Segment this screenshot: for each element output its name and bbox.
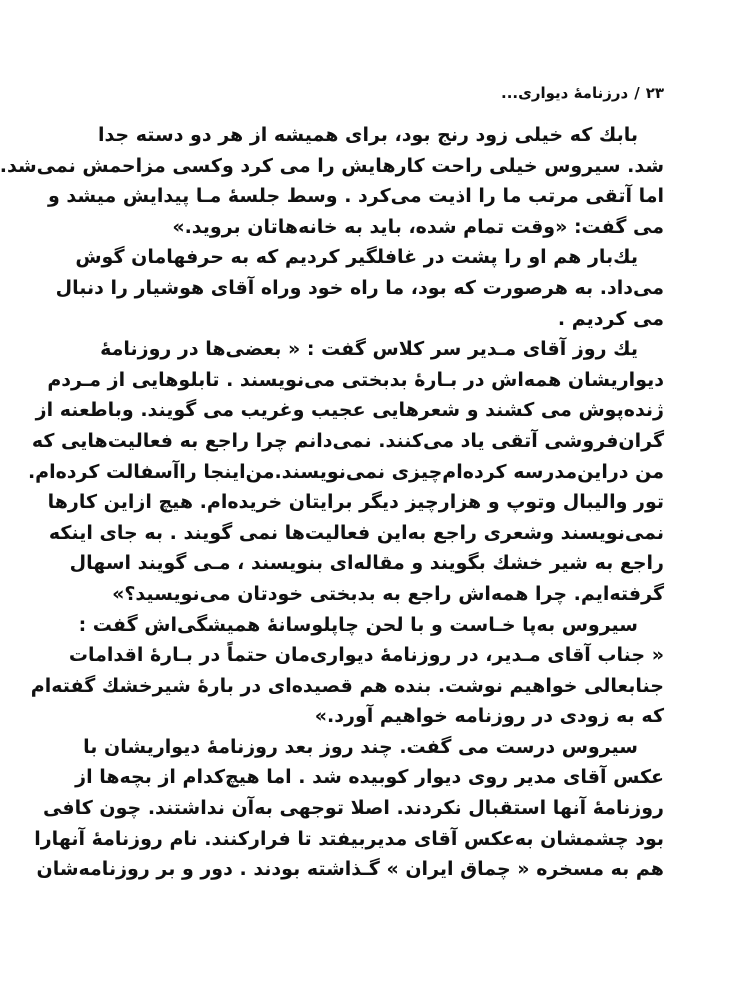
paragraph [34, 732, 664, 885]
body-text [0, 120, 664, 885]
text-line: هم به مسخره « چماق ایران » گـذاشته بودند . دور و بر روزنامه‌شان [36, 858, 664, 881]
text-line: تور والیبال وتوپ و هزارچیز دیگر برایتان خریده‌ام. هیچ ازاین کارها [47, 491, 664, 514]
text-line: می کردیم . [557, 307, 664, 330]
text-line: شد. سیروس خیلی راحت کارهایش را می کرد وکسی مزاحمش نمی‌شد. [0, 154, 664, 177]
text-line: سیروس به‌پا خـاست و با لحن چاپلوسانهٔ همیشگی‌اش گفت : [78, 613, 638, 636]
text-line: عکس آقای مدیر روی دیوار کوبیده شد . اما هیچ‌کدام از بچه‌ها از [75, 766, 664, 789]
text-line: ژنده‌پوش می کشند و شعرهایی عجیب وغریب می گویند. وباطعنه از [35, 399, 664, 422]
text-line: دیواریشان همه‌اش در بـارهٔ بدبختی می‌نویسند . تابلوهایی از مـردم [47, 368, 664, 391]
text-line: سیروس درست می گفت. چند روز بعد روزنامهٔ دیواریشان با [83, 735, 638, 758]
text-line: می‌داد. به هرصورت که بود، ما راه خود وراه آقای هوشیار را دنبال [55, 276, 664, 299]
text-line: بود چشمشان به‌عکس آقای مدیربیفتد تا فرارکنند. نام روزنامهٔ آنهارا [34, 827, 664, 850]
text-line: نمی‌نویسند وشعری راجع به‌این فعالیت‌ها نمی گویند . به جای اینکه [48, 521, 664, 544]
header-separator: / [634, 84, 640, 102]
paragraph [30, 610, 664, 732]
text-line: گران‌فروشی آتقی یاد می‌کنند. نمی‌دانم چرا راجع به فعالیت‌هایی که [31, 429, 664, 452]
text-line: بابك كه خیلی زود رنج بود، برای همیشه از هر دو دسته جدا [97, 124, 638, 146]
page-number: ۲۳ [645, 84, 664, 102]
text-line: راجع به شیر خشك بگویند و مقاله‌ای بنویسند ، مـی گویند اسهال [69, 552, 664, 575]
paragraph [0, 120, 664, 242]
paragraph [55, 242, 664, 334]
text-line: می گفت: «وقت تمام شده، باید به خانه‌هاتان بروید.» [172, 215, 664, 238]
text-line: جنابعالی خواهیم نوشت. بنده هم قصیده‌ای در بارهٔ شیرخشك گفته‌ام [30, 674, 664, 697]
running-title: درزنامهٔ دیواری... [501, 84, 629, 102]
text-line: من دراین‌مدرسه کرده‌ام‌چیزی نمی‌نویسند.من‌اینجا راآسفالت کرده‌ام. [27, 460, 664, 483]
text-line: یك‌بار هم او را پشت در غافلگیر کردیم که به حرفهامان گوش [75, 246, 638, 269]
text-line: گرفته‌ایم. چرا همه‌اش راجع به بدبختی خودتان می‌نویسید؟» [112, 582, 664, 605]
text-line: اما آتقی مرتب ما را اذیت می‌کرد . وسط جلسهٔ مـا پیدایش میشد و [47, 185, 664, 208]
text-line: یك روز آقای مـدیر سر کلاس گفت : « بعضی‌ها در روزنامهٔ [100, 338, 638, 361]
paragraph [27, 334, 664, 609]
running-header [501, 84, 664, 102]
text-line: كه به زودی در روزنامه خواهیم آورد.» [314, 705, 664, 728]
text-line: « جناب آقای مـدیر، در روزنامهٔ دیواری‌مان حتماً در بـارهٔ اقدامات [68, 644, 664, 667]
text-line: روزنامهٔ آنها استقبال نکردند. اصلا توجهی به‌آن نداشتند. چون کافی [42, 797, 664, 820]
